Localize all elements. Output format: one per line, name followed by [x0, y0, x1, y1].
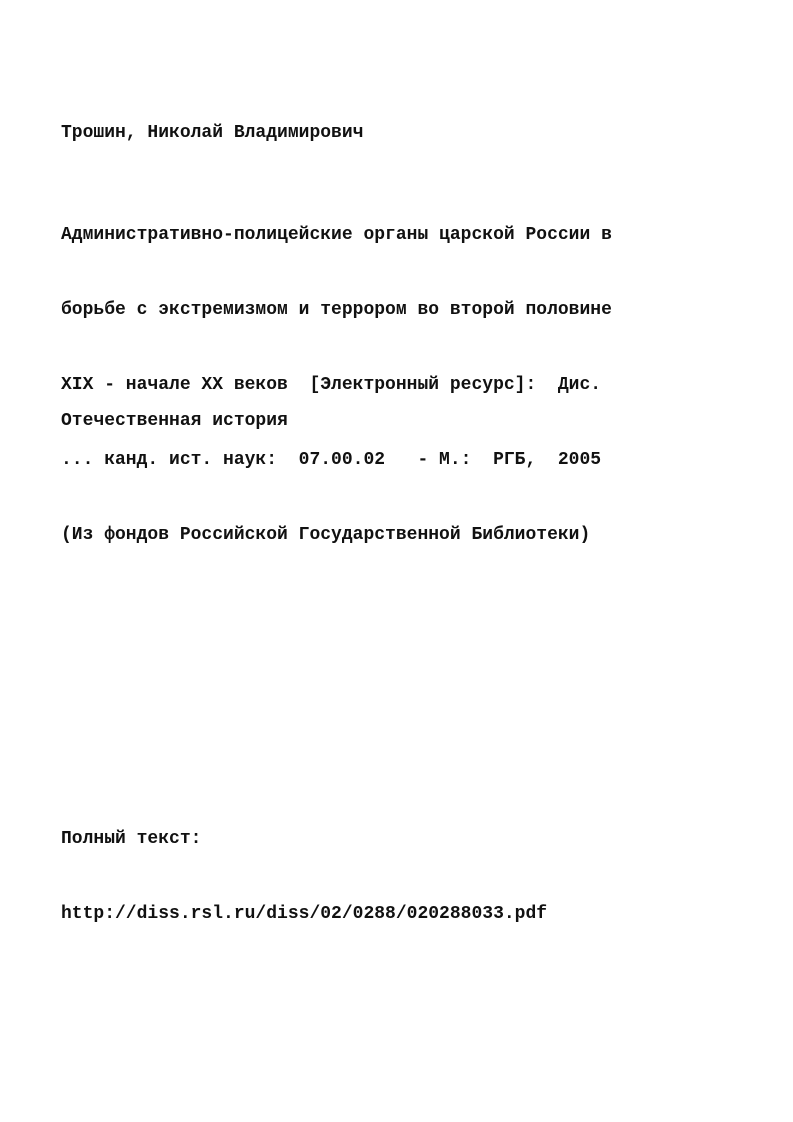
record-line: ... канд. ист. наук: 07.00.02 - М.: РГБ, 2005: [61, 450, 602, 470]
record-line: XIX - начале XX веков [Электронный ресурс]: Дис.: [61, 375, 602, 395]
fulltext-url: http://diss.rsl.ru/diss/02/0288/020288033.pdf: [61, 904, 548, 924]
record-line: борьбе с экстремизмом и террором во второй половине: [61, 300, 612, 320]
bibliographic-record: [61, 173, 612, 598]
record-line: Административно-полицейские органы царской России в: [61, 225, 612, 245]
record-line: (Из фондов Российской Государственной Библиотеки): [61, 525, 591, 545]
author-name: Трошин, Николай Владимирович: [61, 123, 364, 143]
fulltext-section: [61, 777, 547, 977]
fulltext-label: Полный текст:: [61, 829, 202, 849]
subject-heading: Отечественная история: [61, 411, 288, 431]
